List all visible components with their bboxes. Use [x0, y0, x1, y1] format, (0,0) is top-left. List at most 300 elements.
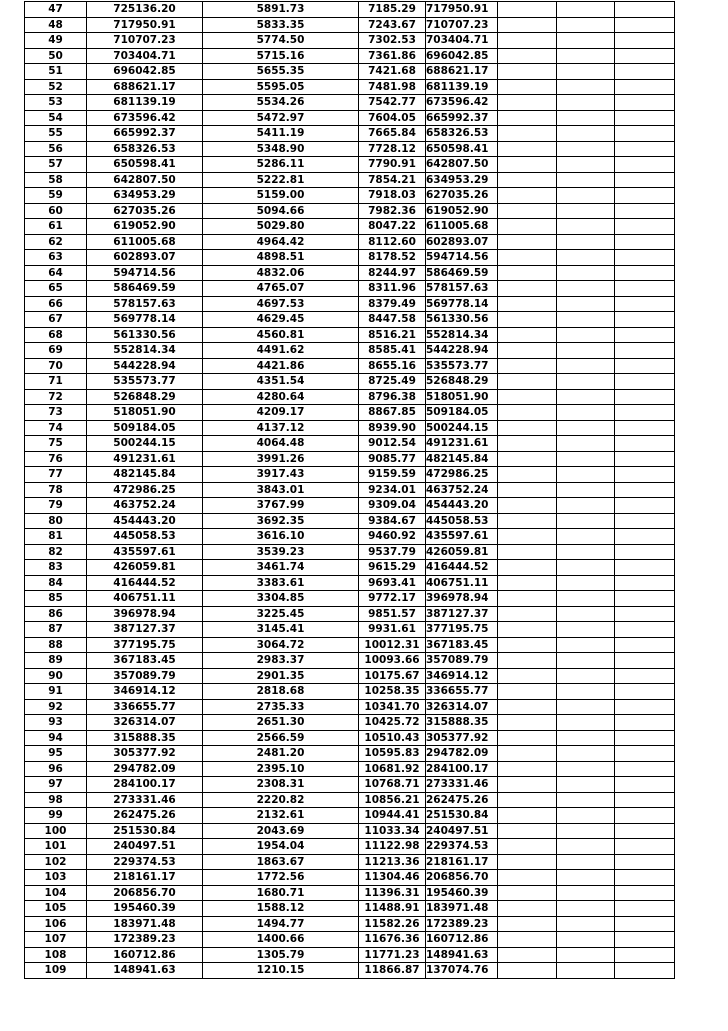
principal-cell: 7665.84: [359, 126, 426, 142]
empty-cell: [557, 668, 615, 684]
period-cell: 63: [25, 250, 87, 266]
opening-balance-cell: 688621.17: [87, 79, 203, 95]
principal-cell: 7421.68: [359, 64, 426, 80]
closing-balance-cell: 336655.77: [426, 684, 498, 700]
interest-cell: 5159.00: [203, 188, 359, 204]
table-row: [25, 901, 675, 917]
table-row: [25, 544, 675, 560]
principal-cell: 11396.31: [359, 885, 426, 901]
empty-cell: [615, 668, 675, 684]
empty-cell: [498, 544, 557, 560]
opening-balance-cell: 650598.41: [87, 157, 203, 173]
empty-cell: [557, 792, 615, 808]
table-row: [25, 792, 675, 808]
empty-cell: [557, 777, 615, 793]
closing-balance-cell: 717950.91: [426, 2, 498, 18]
period-cell: 99: [25, 808, 87, 824]
closing-balance-cell: 284100.17: [426, 761, 498, 777]
closing-balance-cell: 696042.85: [426, 48, 498, 64]
opening-balance-cell: 240497.51: [87, 839, 203, 855]
empty-cell: [615, 436, 675, 452]
principal-cell: 7854.21: [359, 172, 426, 188]
principal-cell: 7918.03: [359, 188, 426, 204]
empty-cell: [615, 451, 675, 467]
closing-balance-cell: 586469.59: [426, 265, 498, 281]
opening-balance-cell: 611005.68: [87, 234, 203, 250]
opening-balance-cell: 482145.84: [87, 467, 203, 483]
opening-balance-cell: 703404.71: [87, 48, 203, 64]
empty-cell: [615, 947, 675, 963]
period-cell: 106: [25, 916, 87, 932]
principal-cell: 9537.79: [359, 544, 426, 560]
empty-cell: [557, 916, 615, 932]
table-row: [25, 79, 675, 95]
table-row: [25, 668, 675, 684]
opening-balance-cell: 284100.17: [87, 777, 203, 793]
empty-cell: [615, 389, 675, 405]
principal-cell: 11033.34: [359, 823, 426, 839]
empty-cell: [557, 48, 615, 64]
principal-cell: 8244.97: [359, 265, 426, 281]
opening-balance-cell: 426059.81: [87, 560, 203, 576]
table-row: [25, 420, 675, 436]
empty-cell: [615, 312, 675, 328]
empty-cell: [615, 544, 675, 560]
opening-balance-cell: 172389.23: [87, 932, 203, 948]
table-row: [25, 715, 675, 731]
empty-cell: [557, 281, 615, 297]
empty-cell: [615, 482, 675, 498]
period-cell: 49: [25, 33, 87, 49]
empty-cell: [615, 854, 675, 870]
interest-cell: 1588.12: [203, 901, 359, 917]
empty-cell: [615, 932, 675, 948]
principal-cell: 7728.12: [359, 141, 426, 157]
empty-cell: [498, 203, 557, 219]
empty-cell: [615, 529, 675, 545]
period-cell: 67: [25, 312, 87, 328]
closing-balance-cell: 535573.77: [426, 358, 498, 374]
empty-cell: [615, 575, 675, 591]
empty-cell: [498, 839, 557, 855]
table-row: [25, 157, 675, 173]
empty-cell: [615, 560, 675, 576]
empty-cell: [557, 172, 615, 188]
table-row: [25, 730, 675, 746]
interest-cell: 2566.59: [203, 730, 359, 746]
principal-cell: 8725.49: [359, 374, 426, 390]
empty-cell: [557, 33, 615, 49]
interest-cell: 3843.01: [203, 482, 359, 498]
period-cell: 96: [25, 761, 87, 777]
interest-cell: 3991.26: [203, 451, 359, 467]
period-cell: 51: [25, 64, 87, 80]
opening-balance-cell: 472986.25: [87, 482, 203, 498]
principal-cell: 8585.41: [359, 343, 426, 359]
closing-balance-cell: 665992.37: [426, 110, 498, 126]
period-cell: 82: [25, 544, 87, 560]
interest-cell: 3917.43: [203, 467, 359, 483]
interest-cell: 2132.61: [203, 808, 359, 824]
empty-cell: [498, 250, 557, 266]
empty-cell: [557, 606, 615, 622]
table-row: [25, 823, 675, 839]
opening-balance-cell: 710707.23: [87, 33, 203, 49]
empty-cell: [498, 79, 557, 95]
opening-balance-cell: 594714.56: [87, 265, 203, 281]
closing-balance-cell: 681139.19: [426, 79, 498, 95]
principal-cell: 7542.77: [359, 95, 426, 111]
table-row: [25, 312, 675, 328]
empty-cell: [615, 916, 675, 932]
table-row: [25, 885, 675, 901]
empty-cell: [498, 95, 557, 111]
empty-cell: [557, 188, 615, 204]
empty-cell: [498, 389, 557, 405]
interest-cell: 5595.05: [203, 79, 359, 95]
interest-cell: 4629.45: [203, 312, 359, 328]
opening-balance-cell: 552814.34: [87, 343, 203, 359]
opening-balance-cell: 160712.86: [87, 947, 203, 963]
closing-balance-cell: 594714.56: [426, 250, 498, 266]
opening-balance-cell: 445058.53: [87, 529, 203, 545]
empty-cell: [615, 591, 675, 607]
interest-cell: 1772.56: [203, 870, 359, 886]
period-cell: 87: [25, 622, 87, 638]
closing-balance-cell: 491231.61: [426, 436, 498, 452]
table-row: [25, 637, 675, 653]
empty-cell: [498, 529, 557, 545]
empty-cell: [498, 730, 557, 746]
table-row: [25, 188, 675, 204]
empty-cell: [557, 761, 615, 777]
principal-cell: 10510.43: [359, 730, 426, 746]
interest-cell: 5715.16: [203, 48, 359, 64]
principal-cell: 7302.53: [359, 33, 426, 49]
period-cell: 52: [25, 79, 87, 95]
empty-cell: [557, 637, 615, 653]
empty-cell: [615, 761, 675, 777]
empty-cell: [557, 715, 615, 731]
empty-cell: [615, 870, 675, 886]
table-row: [25, 932, 675, 948]
opening-balance-cell: 509184.05: [87, 420, 203, 436]
table-row: [25, 870, 675, 886]
empty-cell: [615, 901, 675, 917]
period-cell: 69: [25, 343, 87, 359]
table-row: [25, 203, 675, 219]
closing-balance-cell: 148941.63: [426, 947, 498, 963]
interest-cell: 3225.45: [203, 606, 359, 622]
principal-cell: 9384.67: [359, 513, 426, 529]
empty-cell: [498, 141, 557, 157]
opening-balance-cell: 658326.53: [87, 141, 203, 157]
closing-balance-cell: 650598.41: [426, 141, 498, 157]
empty-cell: [615, 839, 675, 855]
interest-cell: 4697.53: [203, 296, 359, 312]
period-cell: 77: [25, 467, 87, 483]
opening-balance-cell: 578157.63: [87, 296, 203, 312]
table-row: [25, 17, 675, 33]
empty-cell: [615, 172, 675, 188]
empty-cell: [557, 870, 615, 886]
empty-cell: [498, 343, 557, 359]
interest-cell: 2043.69: [203, 823, 359, 839]
interest-cell: 1305.79: [203, 947, 359, 963]
interest-cell: 5348.90: [203, 141, 359, 157]
interest-cell: 4280.64: [203, 389, 359, 405]
empty-cell: [615, 684, 675, 700]
empty-cell: [615, 343, 675, 359]
empty-cell: [498, 870, 557, 886]
principal-cell: 9693.41: [359, 575, 426, 591]
table-row: [25, 947, 675, 963]
interest-cell: 5472.97: [203, 110, 359, 126]
empty-cell: [498, 854, 557, 870]
closing-balance-cell: 229374.53: [426, 839, 498, 855]
period-cell: 104: [25, 885, 87, 901]
empty-cell: [615, 513, 675, 529]
period-cell: 48: [25, 17, 87, 33]
period-cell: 62: [25, 234, 87, 250]
principal-cell: 7790.91: [359, 157, 426, 173]
interest-cell: 2220.82: [203, 792, 359, 808]
empty-cell: [498, 219, 557, 235]
empty-cell: [557, 296, 615, 312]
empty-cell: [615, 110, 675, 126]
empty-cell: [557, 405, 615, 421]
empty-cell: [498, 482, 557, 498]
table-row: [25, 916, 675, 932]
empty-cell: [557, 157, 615, 173]
principal-cell: 11213.36: [359, 854, 426, 870]
interest-cell: 4964.42: [203, 234, 359, 250]
empty-cell: [498, 157, 557, 173]
period-cell: 64: [25, 265, 87, 281]
table-body: [25, 2, 675, 979]
interest-cell: 3616.10: [203, 529, 359, 545]
table-row: [25, 963, 675, 979]
opening-balance-cell: 416444.52: [87, 575, 203, 591]
empty-cell: [498, 513, 557, 529]
opening-balance-cell: 634953.29: [87, 188, 203, 204]
empty-cell: [615, 234, 675, 250]
period-cell: 50: [25, 48, 87, 64]
empty-cell: [557, 808, 615, 824]
empty-cell: [615, 2, 675, 18]
opening-balance-cell: 500244.15: [87, 436, 203, 452]
empty-cell: [615, 622, 675, 638]
closing-balance-cell: 346914.12: [426, 668, 498, 684]
principal-cell: 10681.92: [359, 761, 426, 777]
interest-cell: 2735.33: [203, 699, 359, 715]
interest-cell: 5411.19: [203, 126, 359, 142]
principal-cell: 10595.83: [359, 746, 426, 762]
opening-balance-cell: 717950.91: [87, 17, 203, 33]
empty-cell: [498, 126, 557, 142]
period-cell: 97: [25, 777, 87, 793]
empty-cell: [498, 606, 557, 622]
table-row: [25, 436, 675, 452]
principal-cell: 10258.35: [359, 684, 426, 700]
interest-cell: 3692.35: [203, 513, 359, 529]
principal-cell: 9615.29: [359, 560, 426, 576]
period-cell: 80: [25, 513, 87, 529]
table-row: [25, 513, 675, 529]
empty-cell: [615, 792, 675, 808]
period-cell: 98: [25, 792, 87, 808]
opening-balance-cell: 561330.56: [87, 327, 203, 343]
principal-cell: 8379.49: [359, 296, 426, 312]
interest-cell: 2308.31: [203, 777, 359, 793]
principal-cell: 9772.17: [359, 591, 426, 607]
empty-cell: [557, 560, 615, 576]
period-cell: 72: [25, 389, 87, 405]
table-row: [25, 405, 675, 421]
table-row: [25, 374, 675, 390]
closing-balance-cell: 195460.39: [426, 885, 498, 901]
period-cell: 90: [25, 668, 87, 684]
table-row: [25, 48, 675, 64]
closing-balance-cell: 710707.23: [426, 17, 498, 33]
principal-cell: 7361.86: [359, 48, 426, 64]
principal-cell: 7604.05: [359, 110, 426, 126]
interest-cell: 3304.85: [203, 591, 359, 607]
table-row: [25, 343, 675, 359]
table-row: [25, 808, 675, 824]
empty-cell: [498, 188, 557, 204]
empty-cell: [498, 33, 557, 49]
closing-balance-cell: 472986.25: [426, 467, 498, 483]
table-row: [25, 389, 675, 405]
empty-cell: [557, 823, 615, 839]
principal-cell: 11771.23: [359, 947, 426, 963]
closing-balance-cell: 500244.15: [426, 420, 498, 436]
principal-cell: 7185.29: [359, 2, 426, 18]
period-cell: 94: [25, 730, 87, 746]
interest-cell: 5833.35: [203, 17, 359, 33]
principal-cell: 7481.98: [359, 79, 426, 95]
closing-balance-cell: 544228.94: [426, 343, 498, 359]
empty-cell: [615, 699, 675, 715]
empty-cell: [615, 823, 675, 839]
empty-cell: [615, 885, 675, 901]
interest-cell: 3383.61: [203, 575, 359, 591]
empty-cell: [615, 715, 675, 731]
empty-cell: [615, 420, 675, 436]
table-row: [25, 467, 675, 483]
closing-balance-cell: 578157.63: [426, 281, 498, 297]
opening-balance-cell: 463752.24: [87, 498, 203, 514]
interest-cell: 5286.11: [203, 157, 359, 173]
empty-cell: [498, 684, 557, 700]
interest-cell: 3767.99: [203, 498, 359, 514]
empty-cell: [498, 420, 557, 436]
closing-balance-cell: 561330.56: [426, 312, 498, 328]
empty-cell: [557, 746, 615, 762]
interest-cell: 4560.81: [203, 327, 359, 343]
opening-balance-cell: 387127.37: [87, 622, 203, 638]
interest-cell: 3539.23: [203, 544, 359, 560]
interest-cell: 2395.10: [203, 761, 359, 777]
empty-cell: [557, 498, 615, 514]
principal-cell: 10768.71: [359, 777, 426, 793]
opening-balance-cell: 377195.75: [87, 637, 203, 653]
closing-balance-cell: 367183.45: [426, 637, 498, 653]
empty-cell: [498, 374, 557, 390]
table-row: [25, 2, 675, 18]
empty-cell: [615, 265, 675, 281]
opening-balance-cell: 336655.77: [87, 699, 203, 715]
empty-cell: [557, 250, 615, 266]
period-cell: 85: [25, 591, 87, 607]
empty-cell: [557, 932, 615, 948]
principal-cell: 11676.36: [359, 932, 426, 948]
empty-cell: [615, 48, 675, 64]
period-cell: 81: [25, 529, 87, 545]
empty-cell: [557, 358, 615, 374]
interest-cell: 4898.51: [203, 250, 359, 266]
empty-cell: [615, 637, 675, 653]
empty-cell: [557, 482, 615, 498]
empty-cell: [557, 963, 615, 979]
empty-cell: [615, 467, 675, 483]
empty-cell: [498, 932, 557, 948]
empty-cell: [615, 405, 675, 421]
principal-cell: 11122.98: [359, 839, 426, 855]
principal-cell: 10093.66: [359, 653, 426, 669]
interest-cell: 2818.68: [203, 684, 359, 700]
closing-balance-cell: 377195.75: [426, 622, 498, 638]
table-row: [25, 684, 675, 700]
closing-balance-cell: 526848.29: [426, 374, 498, 390]
interest-cell: 4491.62: [203, 343, 359, 359]
period-cell: 86: [25, 606, 87, 622]
period-cell: 95: [25, 746, 87, 762]
principal-cell: 9931.61: [359, 622, 426, 638]
empty-cell: [557, 622, 615, 638]
principal-cell: 7243.67: [359, 17, 426, 33]
period-cell: 93: [25, 715, 87, 731]
interest-cell: 2481.20: [203, 746, 359, 762]
empty-cell: [498, 64, 557, 80]
table-row: [25, 699, 675, 715]
principal-cell: 10425.72: [359, 715, 426, 731]
empty-cell: [615, 219, 675, 235]
empty-cell: [615, 79, 675, 95]
empty-cell: [615, 203, 675, 219]
table-row: [25, 529, 675, 545]
principal-cell: 8939.90: [359, 420, 426, 436]
empty-cell: [615, 33, 675, 49]
empty-cell: [498, 560, 557, 576]
interest-cell: 5222.81: [203, 172, 359, 188]
table-row: [25, 327, 675, 343]
opening-balance-cell: 195460.39: [87, 901, 203, 917]
closing-balance-cell: 183971.48: [426, 901, 498, 917]
period-cell: 61: [25, 219, 87, 235]
opening-balance-cell: 627035.26: [87, 203, 203, 219]
empty-cell: [498, 885, 557, 901]
period-cell: 92: [25, 699, 87, 715]
interest-cell: 4832.06: [203, 265, 359, 281]
closing-balance-cell: 172389.23: [426, 916, 498, 932]
closing-balance-cell: 218161.17: [426, 854, 498, 870]
closing-balance-cell: 426059.81: [426, 544, 498, 560]
table-row: [25, 358, 675, 374]
period-cell: 66: [25, 296, 87, 312]
empty-cell: [498, 792, 557, 808]
